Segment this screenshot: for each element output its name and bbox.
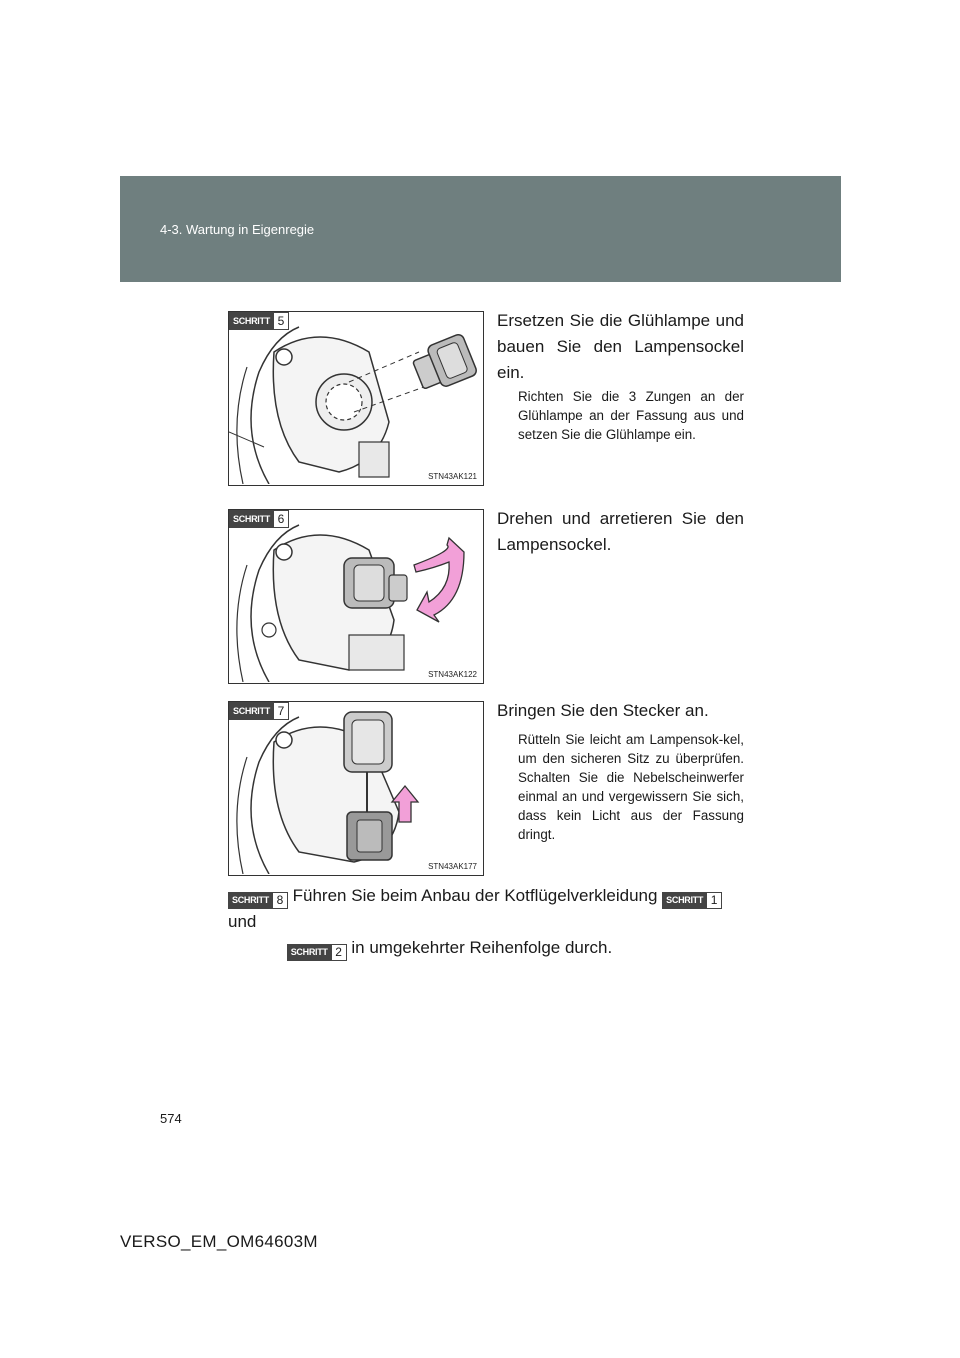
step-badge-number: 2 (332, 944, 347, 961)
step-5-title: Ersetzen Sie die Glühlampe und bauen Sie den Lampensockel ein. (497, 311, 744, 382)
step-badge-number: 8 (273, 892, 288, 909)
bulb-socket-illustration (229, 312, 482, 484)
step-8-text-a: Führen Sie beim Anbau der Kotflügelverkleidung (292, 886, 658, 905)
section-title: 4-3. Wartung in Eigenregie (160, 222, 315, 237)
step-badge-label: SCHRITT (287, 944, 332, 961)
figure-step-5 (228, 311, 484, 486)
figure-code: STN43AK122 (428, 670, 477, 679)
connector-illustration (229, 702, 482, 874)
step-8-paragraph (228, 883, 748, 961)
step-badge-number: 7 (274, 702, 289, 720)
figure-step-6 (228, 509, 484, 684)
step-badge-5 (229, 312, 289, 330)
step-badge-label: SCHRITT (662, 892, 707, 909)
step-5-note: Richten Sie die 3 Zungen an der Glühlampe an der Fassung aus und setzen Sie die Glühlampe ein. (518, 389, 744, 442)
step-badge-8 (228, 892, 288, 909)
step-7-title: Bringen Sie den Stecker an. (497, 701, 709, 720)
step-6-title: Drehen und arretieren Sie den Lampensockel. (497, 509, 744, 554)
step-badge-label: SCHRITT (229, 510, 274, 528)
step-ref-1 (662, 892, 722, 909)
step-ref-2 (287, 944, 347, 961)
figure-code: STN43AK177 (428, 862, 477, 871)
step-badge-label: SCHRITT (229, 702, 274, 720)
rotate-socket-illustration (229, 510, 482, 682)
page-number: 574 (160, 1111, 182, 1126)
document-code: VERSO_EM_OM64603M (120, 1232, 318, 1251)
step-badge-label: SCHRITT (229, 312, 274, 330)
step-badge-7 (229, 702, 289, 720)
step-badge-number: 1 (707, 892, 722, 909)
figure-code: STN43AK121 (428, 472, 477, 481)
step-8-text-c: in umgekehrter Reihenfolge durch. (351, 938, 613, 957)
figure-step-7 (228, 701, 484, 876)
step-badge-number: 6 (274, 510, 289, 528)
step-8-text-b: und (228, 912, 257, 931)
step-badge-6 (229, 510, 289, 528)
step-badge-number: 5 (274, 312, 289, 330)
step-7-note: Rütteln Sie leicht am Lampensok-kel, um den sicheren Sitz zu überprüfen. Schalten Sie die Nebelscheinwerfer einmal an und vergewissern Sie sich, dass kein Licht aus der Fassung dringt. (518, 732, 744, 842)
step-badge-label: SCHRITT (228, 892, 273, 909)
section-header (120, 176, 841, 282)
